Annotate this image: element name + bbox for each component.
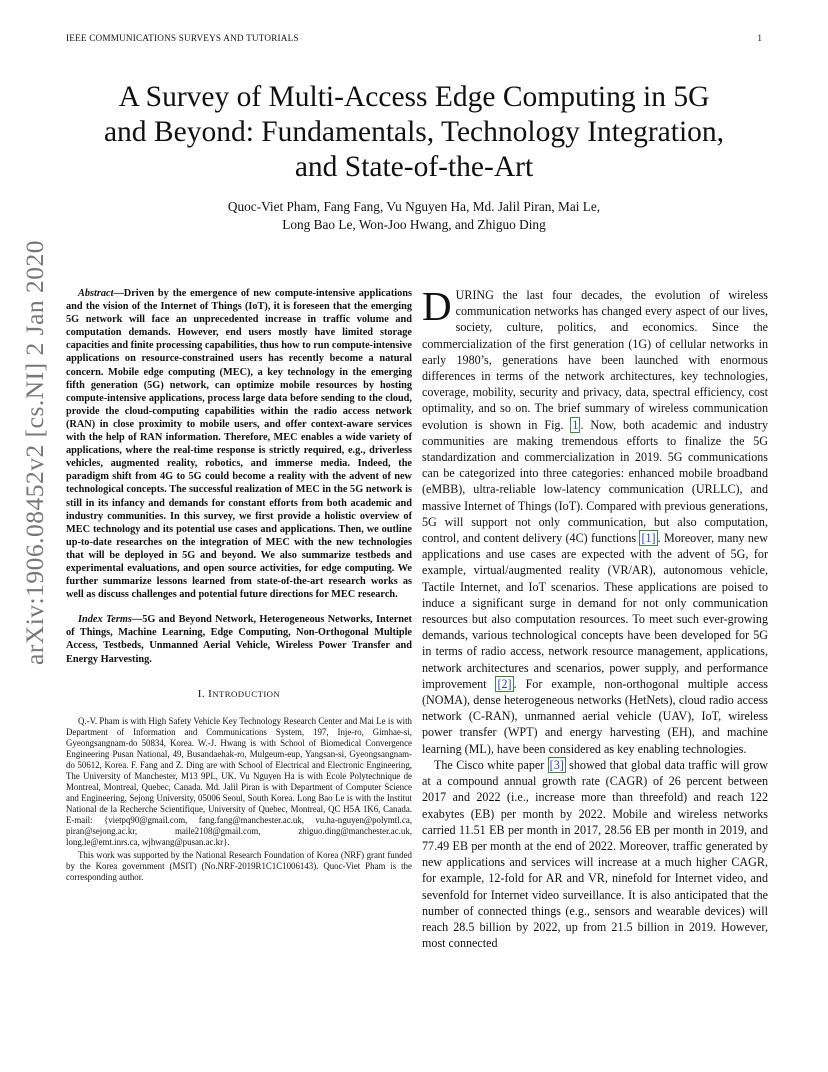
abstract [66, 287, 412, 601]
body-text: . Now, both academic and industry communities are making tremendous efforts to finalize the 5G standardization and commercialization in 2019. 5G communications can be categorized into three categories: enhanced mobile broadband (eMBB), ultra-reliable low-latency communication (URLLC), and massive Internet of Things (IoT). Compared with previous generations, 5G will support not only communication, but also computation, control, and content delivery (4C) functions [422, 417, 768, 546]
section-title-first: I [208, 687, 213, 700]
drop-cap: D [422, 283, 452, 329]
body-text: . For example, non-orthogonal multiple access (NOMA), dense heterogeneous networks (HetNets), cloud radio access network (C-RAN), unmanned aerial vehicle (UAV), IoT, wireless power transfer (WPT) and energy harvesting (EH), and machine learning (ML), have been considered as key enabling technologies. [422, 676, 769, 756]
small-caps-opening: URING [455, 288, 494, 302]
author-line: Quoc-Viet Pham, Fang Fang, Vu Nguyen Ha, Md. Jalil Piran, Mai Le, [227, 199, 601, 214]
title-line: A Survey of Multi-Access Edge Computing in 5G [118, 81, 710, 113]
author-list [0, 198, 828, 234]
section-title-rest: NTRODUCTION [212, 688, 281, 699]
abstract-lead: Abstract [78, 288, 114, 299]
right-column [422, 283, 769, 951]
abstract-text: —Driven by the emergence of new compute-intensive applications and the vision of the Internet of Things (IoT), it is foreseen that the emerging 5G network will face an unprecedented increase in traffic volume and computation demands. However, end users mostly have limited storage capacities and finite processing capabilities, thus how to run compute-intensive applications on resource-constrained users has recently become a natural concern. Mobile edge computing (MEC), a key technology in the emerging fifth generation (5G) network, can optimize mobile resources by hosting compute-intensive applications, process large data before sending to the cloud, provide the cloud-computing capabilities within the radio access network (RAN) in close proximity to mobile users, and offer context-aware services with the help of RAN information. Therefore, MEC enables a wide variety of applications, where the real-time response is strictly required, e.g., driverless vehicles, augmented reality, robotics, and immerse media. Indeed, the paradigm shift from 4G to 5G could become a reality with the advent of new technological concepts. The successful realization of MEC in the 5G network is still in its infancy and demands for constant efforts from both academic and industry communities. In this survey, we first provide a holistic overview of MEC technology and its potential use cases and applications. Then, we outline up-to-date researches on the integration of MEC with the new technologies that will be deployed in 5G and beyond. We also summarize testbeds and experimental evaluations, and open source activities, for edge computing. We further summarize lessons learned from state-of-the-art research works as well as discuss challenges and potential future directions for MEC research. [66, 288, 412, 601]
arxiv-stamp: arXiv:1906.08452v2 [cs.NI] 2 Jan 2020 [20, 239, 49, 665]
section-number: I. [197, 687, 206, 700]
section-heading [66, 688, 412, 700]
page-number: 1 [757, 33, 762, 43]
running-head: IEEE COMMUNICATIONS SURVEYS AND TUTORIALS [66, 33, 299, 43]
body-paragraph-2 [422, 757, 768, 951]
index-terms [66, 613, 412, 665]
body-text: the last four decades, the evolution of wireless communication networks has changed every aspect of our lives, society, culture, politics, and economics. Since the commercialization of the first generation (1G) of cellular networks in early 1980’s, generations have been launched with enormous differences in terms of the network architectures, key technologies, coverage, mobility, security and privacy, data, spectral efficiency, cost optimality, and so on. The brief summary of wireless communication evolution is shown in Fig. [422, 288, 768, 432]
body-text: . Moreover, many new applications and use cases are expected with the advent of 5G, for example, virtual/augmented reality (VR/AR), autonomous vehicle, Tactile Internet, and IoT scenarios. These applications are poised to induce a significant surge in demand for not only communication resources but also computation resources. To meet such ever-growing demands, various technological concepts have been developed for 5G in terms of radio access, network resource management, applications, network architectures and scenarios, power supply, and performance improvement [422, 531, 769, 691]
citation-link-2[interactable]: [2] [497, 676, 512, 691]
body-text: The Cisco white paper [434, 757, 548, 772]
citation-link-3[interactable]: [3] [549, 757, 564, 772]
author-line: Long Bao Le, Won-Joo Hwang, and Zhiguo Ding [282, 217, 546, 232]
index-terms-lead: Index Terms [78, 614, 132, 626]
body-paragraph-1 [422, 283, 769, 757]
body-text: showed that global data traffic will grow at a compound annual growth rate (CAGR) of 26 percent between 2017 and 2022 (i.e., increase more than threefold) and reach 122 exabytes (EB) per month by 2022. Mobile and wireless networks carried 11.51 EB per month in 2017, 28.56 EB per month in 2019, and 77.49 EB per month at the end of 2022. Moreover, traffic generated by new applications and services will increase at a much higher CAGR, for example, 12-fold for AR and VR, ninefold for Internet video, and sevenfold for Internet video surveillance. It is also anticipated that the number of connected things (e.g., sensors and wearable devices) will reach 28.5 billion by 2022, up from 21.5 billion in 2019. However, most connected [422, 757, 769, 951]
affiliation-footnote: Q.-V. Pham is with High Safety Vehicle Key Technology Research Center and Mai Le is with Department of Information and Communications System, 197, Inje-ro, Gimhae-si, Gyeongsangnam-do 50834, Korea. W.-J. Hwang is with School of Biomedical Convergence Engineering Pusan National, 49, Busandaehak-ro, Mulgeum-eup, Yangsan-si, Gyeongsangnam-do 50612, Korea. F. Fang and Z. Ding are with School of Electrical and Electronic Engineering, The University of Manchester, M13 9PL, UK. Vu Nguyen Ha is with Ecole Polytechnique de Montreal, Montreal, Quebec, Canada. Md. Jalil Piran is with Department of Computer Science and Engineering, Sejong University, 05006 Seoul, South Korea. Long Bao Le is with the Institut National de la Recherche Scientifique, University of Quebec, Montreal, QC H5A 1K6, Canada. E-mail: {vietpq90@gmail.com, fang.fang@manchester.ac.uk, vu.ha-nguyen@polymtl.ca, piran@sejong.ac.kr, maile2108@gmail.com, zhiguo.ding@manchester.ac.uk, long.le@emt.inrs.ca, wjhwang@pusan.ac.kr}. [66, 715, 412, 847]
left-column [66, 287, 412, 885]
title-line: and State-of-the-Art [294, 151, 534, 183]
citation-link-1[interactable]: [1] [641, 531, 656, 546]
paper-title [0, 80, 828, 185]
figure-ref-link[interactable]: 1 [572, 417, 579, 432]
funding-footnote: This work was supported by the National Research Foundation of Korea (NRF) grant funded by the Korea government (MSIT) (No.NRF-2019R1C1C1006143). Quoc-Viet Pham is the corresponding author. [66, 849, 412, 882]
title-line: and Beyond: Fundamentals, Technology Integration, [103, 116, 725, 148]
index-terms-text: —5G and Beyond Network, Heterogeneous Networks, Internet of Things, Machine Learning, Edge Computing, Non-Orthogonal Multiple Access, Testbeds, Unmanned Aerial Vehicle, Wireless Power Transfer and Energy Harvesting. [66, 614, 412, 665]
